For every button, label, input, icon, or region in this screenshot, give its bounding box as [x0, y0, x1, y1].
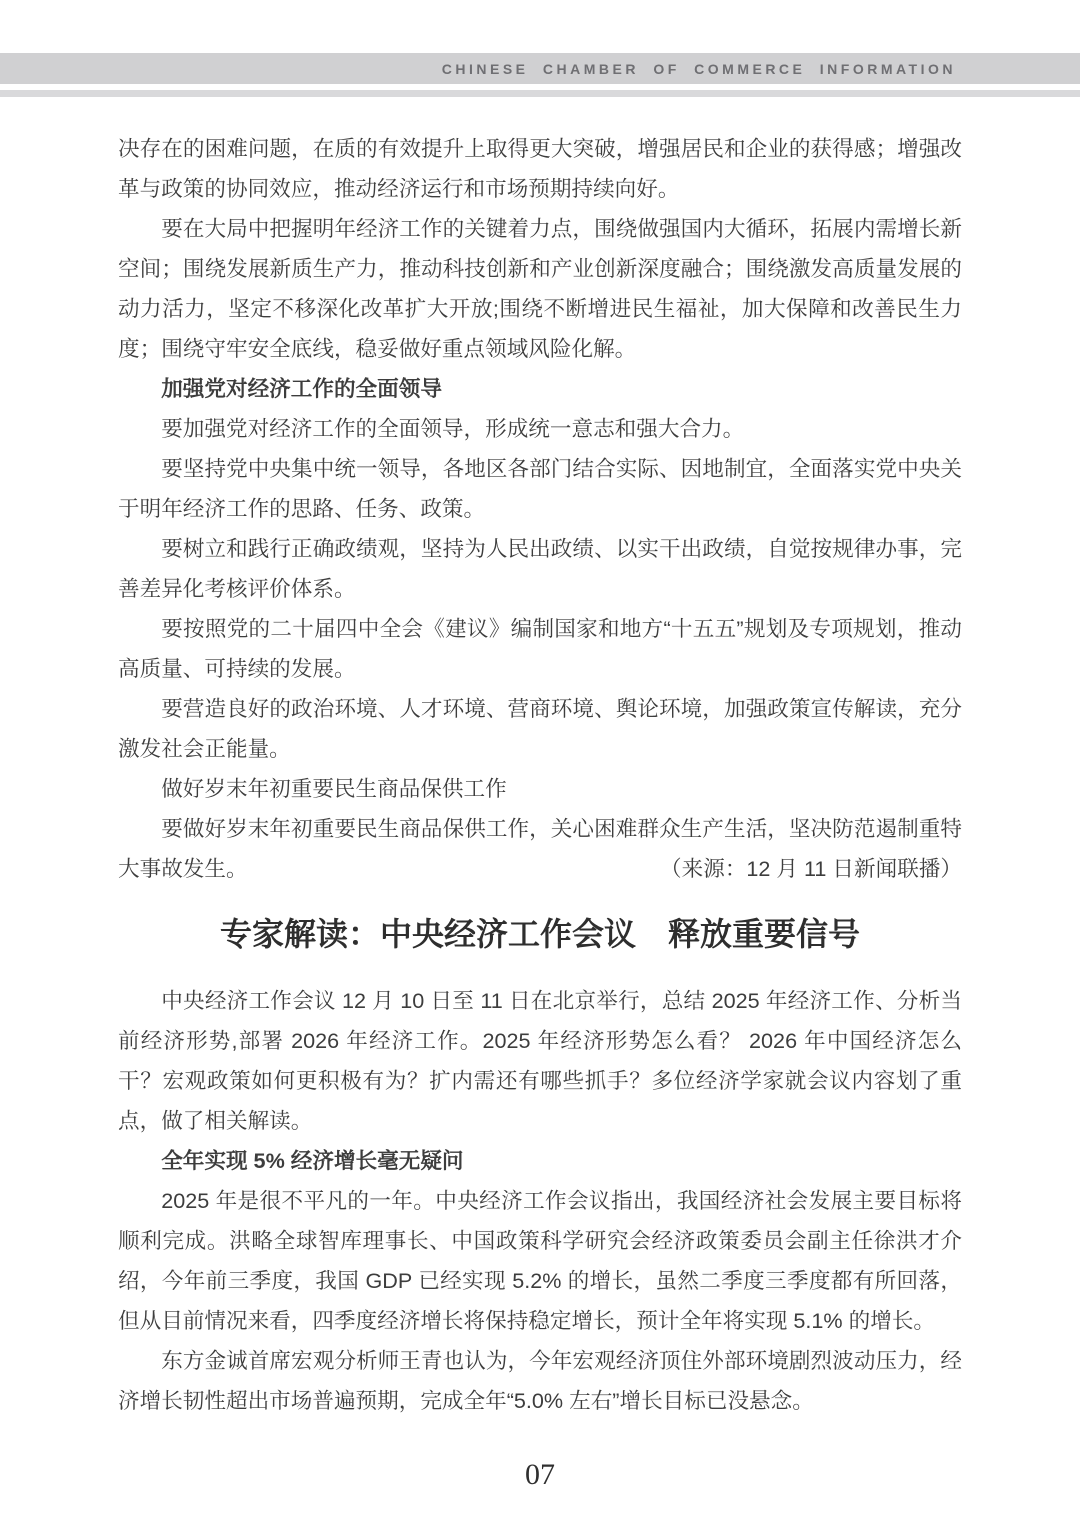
paragraph: 决存在的困难问题，在质的有效提升上取得更大突破，增强居民和企业的获得感；增强改革与政策的协同效应，推动经济运行和市场预期持续向好。 [118, 136, 962, 201]
paragraph: 中央经济工作会议 12 月 10 日至 11 日在北京举行，总结 2025 年经济工作、分析当前经济形势,部署 2026 年经济工作。2025 年经济形势怎么看？ 2026 年中国经济怎么干？宏观政策如何更积极有为？扩内需还有哪些抓手？多位经济学家就会议内容划了重点，做了相关解读。 [118, 988, 962, 1133]
paragraph: 要树立和践行正确政绩观，坚持为人民出政绩、以实干出政绩，自觉按规律办事，完善差异化考核评价体系。 [118, 536, 962, 601]
paragraph: 要坚持党中央集中统一领导，各地区各部门结合实际、因地制宜，全面落实党中央关于明年经济工作的思路、任务、政策。 [118, 456, 962, 521]
section-heading: 加强党对经济工作的全面领导 [161, 376, 442, 401]
paragraph: 要在大局中把握明年经济工作的关键着力点，围绕做强国内大循环，拓展内需增长新空间；围绕发展新质生产力，推动科技创新和产业创新深度融合；围绕激发高质量发展的动力活力，坚定不移深化改革扩大开放;围绕不断增进民生福祉，加大保障和改善民生力度；围绕守牢安全底线，稳妥做好重点领域风险化解。 [118, 216, 962, 361]
paragraph-with-source [118, 809, 962, 889]
article-body [118, 129, 962, 1421]
paragraph: 要按照党的二十届四中全会《建议》编制国家和地方“十五五”规划及专项规划，推动高质量、可持续的发展。 [118, 616, 962, 681]
paragraph: 2025 年是很不平凡的一年。中央经济工作会议指出，我国经济社会发展主要目标将顺利完成。洪略全球智库理事长、中国政策科学研究会经济政策委员会副主任徐洪才介绍，今年前三季度，我国 GDP 已经实现 5.2% 的增长，虽然二季度三季度都有所回落，但从目前情况来看，四季度经济增长将保持稳定增长，预计全年将实现 5.1% 的增长。 [118, 1188, 962, 1333]
banner-title: CHINESE CHAMBER OF COMMERCE INFORMATION [441, 60, 956, 77]
source-reference: （来源：12 月 11 日新闻联播） [660, 856, 962, 881]
paragraph: 要营造良好的政治环境、人才环境、营商环境、舆论环境，加强政策宣传解读，充分激发社会正能量。 [118, 696, 962, 761]
section-heading: 全年实现 5% 经济增长毫无疑问 [161, 1148, 464, 1173]
header-banner [0, 53, 1080, 84]
paragraph: 要加强党对经济工作的全面领导，形成统一意志和强大合力。 [161, 416, 745, 441]
paragraph-text: 要做好岁末年初重要民生商品保供工作，关心困难群众生产生活，坚决防范遏制重特大事故发生。 [118, 816, 962, 881]
header-underline [0, 90, 1080, 97]
paragraph: 做好岁末年初重要民生商品保供工作 [161, 776, 507, 801]
page-number: 07 [525, 1458, 555, 1491]
paragraph: 东方金诚首席宏观分析师王青也认为，今年宏观经济顶住外部环境剧烈波动压力，经济增长韧性超出市场普遍预期，完成全年“5.0% 左右”增长目标已没悬念。 [118, 1348, 962, 1413]
article-title: 专家解读：中央经济工作会议 释放重要信号 [219, 916, 860, 952]
